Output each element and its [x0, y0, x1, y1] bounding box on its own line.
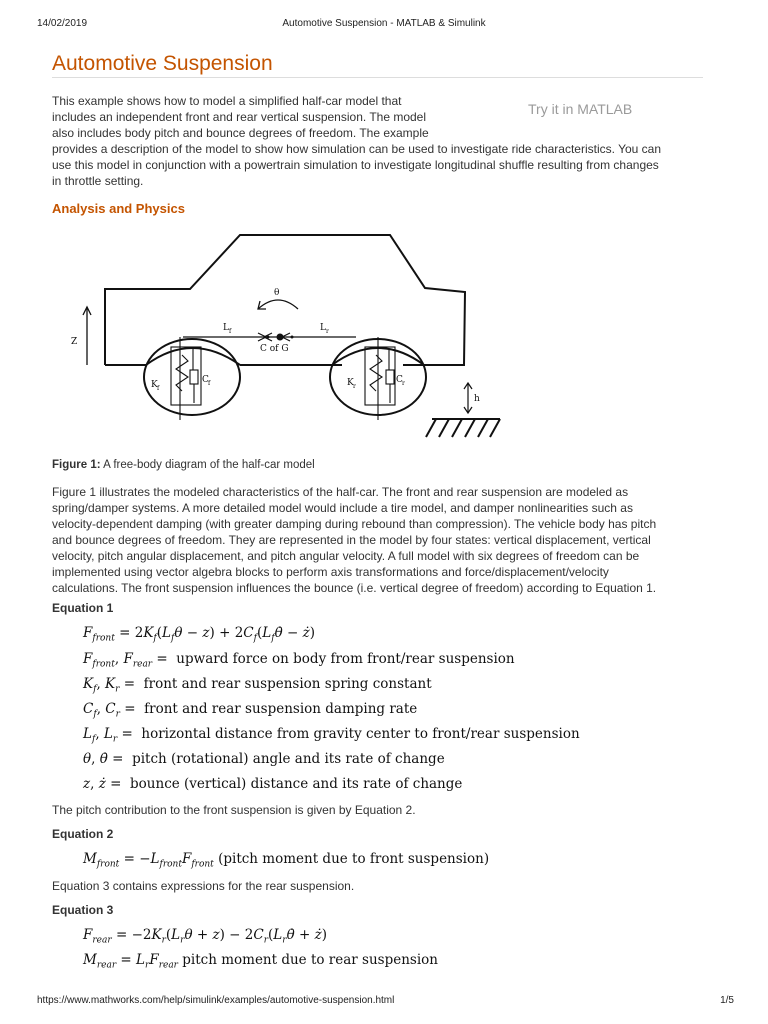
center-of-gravity-dot: [277, 334, 284, 341]
equation-3-moment: $M_{rear} = L_rF_{rear}$ pitch moment due to rear suspension: [83, 952, 438, 971]
label-cf: C: [202, 375, 209, 385]
try-in-matlab-link[interactable]: Try it in MATLAB: [528, 101, 633, 117]
label-lf: L: [223, 323, 229, 333]
para-line: spring/damper systems. A more detailed model would include a tire model, and damper nonlinearities such as: [52, 501, 633, 515]
para-line: Figure 1 illustrates the modeled characteristics of the half-car. The front and rear suspension are modeled as: [52, 485, 629, 499]
half-car-diagram: [60, 225, 520, 450]
label-cr: C: [396, 375, 403, 385]
rear-suspension-text: Equation 3 contains expressions for the rear suspension.: [52, 879, 355, 893]
footer-url: https://www.mathworks.com/help/simulink/examples/automotive-suspension.html: [37, 995, 395, 1006]
definition-force-text: upward force on body from front/rear suspension: [176, 651, 515, 667]
label-lr-sub: r: [326, 328, 329, 335]
intro-line: also includes body pitch and bounce degrees of freedom. The example: [52, 126, 429, 140]
page-title: Automotive Suspension: [52, 52, 273, 75]
label-kr-sub: r: [353, 383, 356, 390]
definition-spring: $K_f$, $K_r$ = front and rear suspension spring constant: [83, 676, 432, 695]
equation-1-heading: Equation 1: [52, 601, 114, 615]
label-cog: C of G: [260, 344, 289, 354]
caption-text: A free-body diagram of the half-car model: [100, 459, 315, 471]
definition-pitch: θ, θ̇ = pitch (rotational) angle and its rate of change: [83, 751, 445, 767]
equation-3-desc: pitch moment due to rear suspension: [182, 952, 438, 968]
title-divider: [52, 77, 703, 78]
label-lr: L: [320, 323, 326, 333]
para-line: and bounce degrees of freedom. They are represented in the model by four states: vertical displacement, vertical: [52, 533, 651, 547]
intro-line: provides a description of the model to show how simulation can be used to investigate ride characteristics. You can: [52, 142, 662, 156]
description-paragraph: [52, 484, 656, 596]
label-z: Z: [71, 337, 78, 347]
definition-bounce-text: bounce (vertical) distance and its rate of change: [130, 776, 463, 792]
intro-line: This example shows how to model a simplified half-car model that: [52, 94, 402, 108]
intro-line: includes an independent front and rear vertical suspension. The model: [52, 110, 427, 124]
label-theta: θ: [274, 288, 280, 298]
definition-distance: $L_f$, $L_r$ = horizontal distance from gravity center to front/rear suspension: [83, 726, 580, 745]
para-line: velocity-dependent damping (with greater damping during rebound than compression). The vehicle body has pitch: [52, 517, 657, 531]
para-line: calculations. The front suspension influences the bounce (i.e. vertical degree of freedom) according to Equation 1.: [52, 581, 657, 595]
print-header-title: Automotive Suspension - MATLAB & Simulink: [282, 18, 486, 29]
equation-1-main: $F_{front} = 2K_f(L_f\theta - z)$ + $2C_f(L_f\thetȧ$ − ż): [83, 625, 316, 644]
footer-page-number: 1/5: [720, 995, 734, 1006]
definition-damping-text: front and rear suspension damping rate: [144, 701, 418, 717]
definition-force: $F_{front}$, $F_{rear}$ = upward force on body from front/rear suspension: [83, 651, 515, 670]
section-heading-analysis: Analysis and Physics: [52, 201, 185, 216]
definition-pitch-text: pitch (rotational) angle and its rate of change: [132, 751, 445, 767]
h-arrow: [464, 383, 472, 413]
equation-2-desc: (pitch moment due to front suspension): [218, 851, 490, 867]
ground-hatching: [426, 419, 500, 437]
pitch-contribution-text: The pitch contribution to the front suspension is given by Equation 2.: [52, 803, 416, 817]
intro-line: use this model in conjunction with a powertrain simulation to investigate longitudinal shuffle resulting from changes: [52, 158, 659, 172]
label-cf-sub: f: [208, 380, 211, 387]
equation-2-main: $M_{front} = -L_{front}F_{front}$ (pitch moment due to front suspension): [83, 851, 490, 870]
theta-arrow: [258, 300, 298, 309]
definition-distance-text: horizontal distance from gravity center to front/rear suspension: [141, 726, 580, 742]
definition-spring-text: front and rear suspension spring constant: [143, 676, 432, 692]
label-h: h: [474, 394, 480, 404]
intro-line: in throttle setting.: [52, 174, 144, 188]
caption-label: Figure 1:: [52, 459, 101, 471]
definition-bounce: z, ż = bounce (vertical) distance and its rate of change: [83, 776, 463, 792]
equation-3-heading: Equation 3: [52, 903, 114, 917]
equation-2-heading: Equation 2: [52, 827, 114, 841]
front-wheel: [144, 339, 240, 415]
label-lf-sub: f: [229, 328, 232, 335]
para-line: velocity, pitch angular displacement, and pitch angular velocity. A full model with six degrees of freedom can be: [52, 549, 640, 563]
para-line: implemented using vector algebra blocks to perform axis transformations and force/displacement/velocity: [52, 565, 609, 579]
label-kf: K: [151, 380, 158, 390]
label-kf-sub: f: [157, 385, 160, 392]
figure-caption: [52, 459, 315, 471]
print-date: 14/02/2019: [37, 18, 88, 29]
label-cr-sub: r: [402, 380, 405, 387]
z-arrow: [83, 307, 91, 365]
definition-damping: $C_f$, $C_r$ = front and rear suspension damping rate: [83, 701, 418, 720]
equation-3-force: $F_{rear} = -2K_r(L_r\theta + z)$ − $2C_r(L_r\thetȧ$ + ż): [83, 927, 328, 946]
label-kr: K: [347, 378, 354, 388]
